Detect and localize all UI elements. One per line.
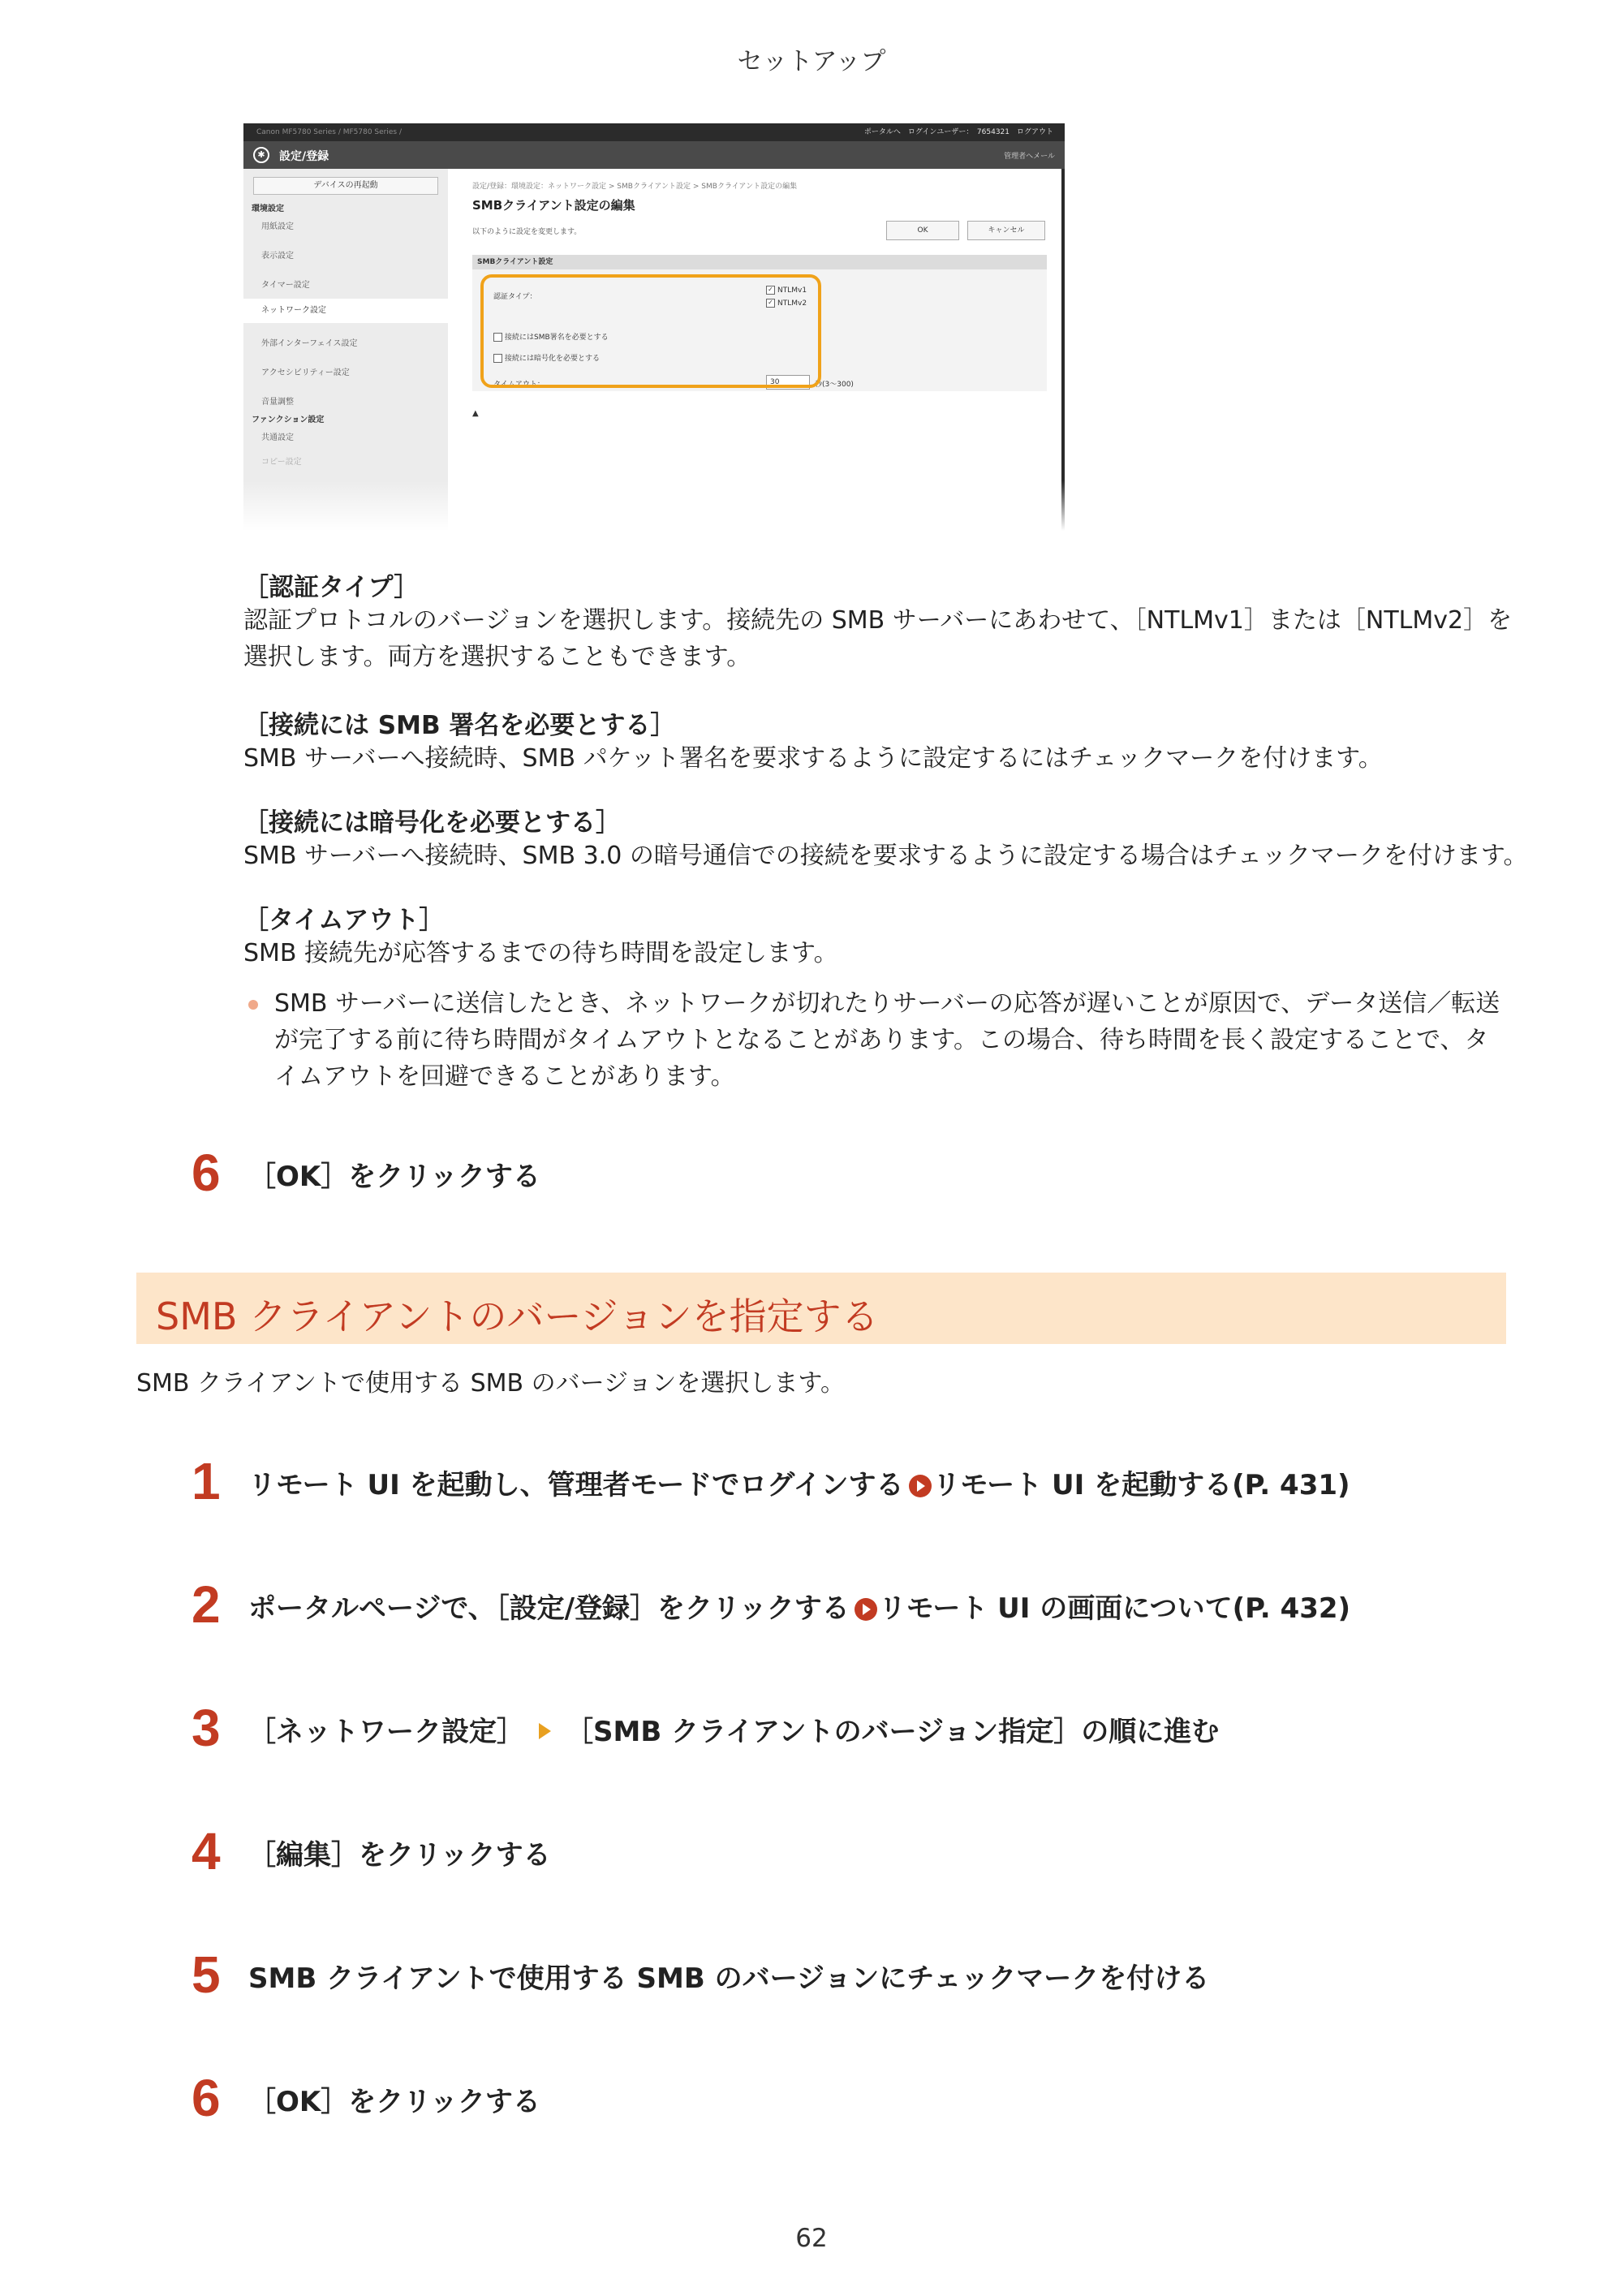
item-heading-smb-signature: ［接続には SMB 署名を必要とする］ — [243, 711, 676, 740]
item-heading-timeout: ［タイムアウト］ — [243, 906, 445, 935]
item-text-encryption: SMB サーバーへ接続時、SMB 3.0 の暗号通信での接続を要求するように設定する場合はチェックマークを付けます。 — [243, 842, 1528, 870]
screenshot-main — [448, 169, 1065, 531]
item-text-auth-type-2: 選択します。両方を選択することもできます。 — [243, 643, 751, 671]
step-5-text: SMB クライアントで使用する SMB のバージョンにチェックマークを付ける — [248, 1962, 1210, 1995]
remote-ui-screenshot — [243, 123, 1065, 531]
window-edge — [1061, 169, 1065, 531]
step-2-link[interactable]: リモート UI の画面について(P. 432) — [878, 1592, 1351, 1625]
screenshot-note: 以下のように設定を変更します。 — [472, 228, 582, 236]
sidebar-item-network[interactable]: ネットワーク設定 — [243, 299, 448, 323]
ntlmv2-label: NTLMv2 — [777, 299, 807, 308]
screenshot-ok-button[interactable]: OK — [886, 221, 959, 240]
highlight-frame — [480, 274, 821, 388]
sidebar-item-copy[interactable]: コピー設定 — [261, 458, 302, 467]
section-intro: SMB クライアントで使用する SMB のバージョンを選択します。 — [136, 1369, 846, 1398]
item-text-smb-signature: SMB サーバーへ接続時、SMB パケット署名を要求するように設定するにはチェックマークを付けます。 — [243, 744, 1383, 773]
page-header-title: セットアップ — [737, 47, 886, 76]
step-2-text: ポータルページで、［設定/登録］をクリックする — [248, 1592, 850, 1625]
triangle-right-icon — [539, 1723, 551, 1739]
ntlmv1-label: NTLMv1 — [777, 286, 807, 295]
step-number: 3 — [192, 1699, 221, 1757]
sidebar-item-paper[interactable]: 用紙設定 — [261, 222, 294, 231]
restart-device-button[interactable]: デバイスの再起動 — [253, 177, 438, 195]
step-text: ［OK］をクリックする — [248, 1161, 540, 1193]
bullet-text-1: SMB サーバーに送信したとき、ネットワークが切れたりサーバーの応答が遅いことが原因で、データ送信／転送 — [274, 989, 1500, 1018]
item-text-timeout: SMB 接続先が応答するまでの待ち時間を設定します。 — [243, 939, 838, 967]
screenshot-titlebar — [243, 141, 1065, 169]
step-4-text: ［編集］をクリックする — [248, 1839, 551, 1872]
sidebar-item-volume[interactable]: 音量調整 — [261, 398, 294, 407]
timeout-label: タイムアウト： — [493, 381, 545, 389]
step-1-link[interactable]: リモート UI を起動する(P. 431) — [932, 1469, 1350, 1501]
sidebar-item-timer[interactable]: タイマー設定 — [261, 281, 310, 290]
step-number: 4 — [192, 1822, 221, 1880]
step-number: 2 — [192, 1575, 221, 1634]
bullet-dot-icon — [248, 1000, 258, 1010]
sidebar-section-function: ファンクション設定 — [252, 416, 325, 424]
screenshot-cancel-button[interactable]: キャンセル — [967, 221, 1045, 240]
sidebar-item-interface[interactable]: 外部インターフェイス設定 — [261, 339, 358, 348]
bullet-text-3: イムアウトを回避できることがあります。 — [274, 1062, 735, 1091]
screenshot-app-title: 設定/登録 — [279, 150, 329, 163]
screenshot-breadcrumb: 設定/登録：環境設定：ネットワーク設定 > SMBクライアント設定 > SMBクライアント設定の編集 — [472, 183, 798, 191]
step-text — [248, 1709, 1219, 1749]
link-arrow-icon — [855, 1598, 877, 1621]
step-6-text: ［OK］をクリックする — [248, 2086, 540, 2118]
step-text — [248, 1462, 1350, 1502]
screenshot-heading: SMBクライアント設定の編集 — [472, 198, 635, 213]
section-title: SMB クライアントのバージョンを指定する — [156, 1294, 879, 1338]
item-heading-encryption: ［接続には暗号化を必要とする］ — [243, 808, 621, 838]
mail-admin-link[interactable]: 管理者へメール — [1004, 153, 1055, 161]
smb-signature-label: 接続にはSMB署名を必要とする — [505, 334, 609, 342]
page-number: 62 — [795, 2224, 828, 2253]
item-text-auth-type-1: 認証プロトコルのバージョンを選択します。接続先の SMB サーバーにあわせて、［NTLMv1］または［NTLMv2］を — [243, 606, 1513, 635]
step-3-text-2: ［SMB クライアントのバージョン指定］の順に進む — [566, 1716, 1220, 1748]
item-heading-auth-type: ［認証タイプ］ — [243, 573, 420, 602]
step-number: 6 — [192, 2069, 221, 2127]
step-1-text: リモート UI を起動し、管理者モードでログインする — [248, 1469, 904, 1501]
step-number: 6 — [192, 1144, 221, 1202]
page-top-link[interactable]: ▲ — [472, 409, 479, 418]
screenshot-topbar-crumbs: Canon MF5780 Series / MF5780 Series / — [256, 128, 402, 136]
screenshot-topbar-user: ポータルへ ログインユーザー： 7654321 ログアウト — [863, 128, 1053, 136]
sidebar-item-accessibility[interactable]: アクセシビリティー設定 — [261, 368, 350, 377]
encryption-label: 接続には暗号化を必要とする — [505, 355, 601, 363]
checkbox-checked-icon: ✓ — [766, 299, 775, 308]
sidebar-item-display[interactable]: 表示設定 — [261, 252, 294, 261]
link-arrow-icon — [909, 1475, 932, 1497]
checkbox-checked-icon: ✓ — [766, 286, 775, 295]
timeout-input[interactable]: 30 — [766, 375, 810, 390]
step-text — [248, 1586, 1350, 1626]
screenshot-fade — [243, 480, 1065, 531]
auth-type-label: 認証タイプ： — [493, 293, 537, 301]
step-3-text: ［ネットワーク設定］ — [248, 1716, 524, 1748]
bullet-text-2: が完了する前に待ち時間がタイムアウトとなることがあります。この場合、待ち時間を長く設定することで、タ — [274, 1026, 1489, 1054]
step-number: 5 — [192, 1945, 221, 2004]
smb-client-group-title: SMBクライアント設定 — [472, 255, 1047, 269]
sidebar-item-common[interactable]: 共通設定 — [261, 433, 294, 442]
sidebar-section-preferences: 環境設定 — [252, 205, 284, 213]
timeout-unit: 秒(3～300) — [815, 381, 854, 389]
settings-logo-icon: ✱ — [253, 147, 269, 163]
screenshot-sidebar — [243, 169, 448, 531]
screenshot-topbar — [243, 123, 1065, 141]
step-number: 1 — [192, 1452, 221, 1510]
